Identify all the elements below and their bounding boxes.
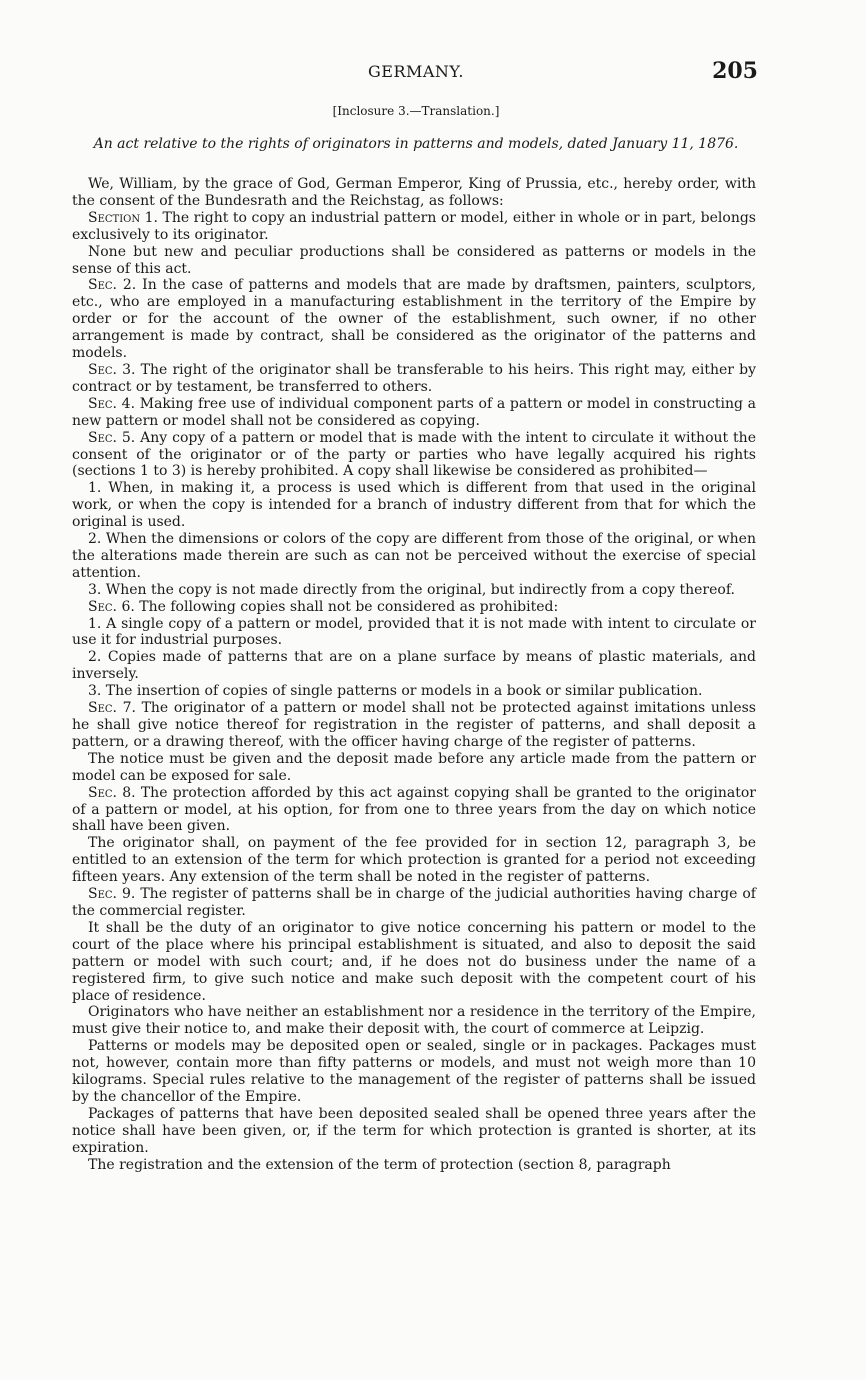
- paragraph: [72, 599, 756, 616]
- paragraph-text: In the case of patterns and models that are made by draftsmen, painters, sculptors, etc., who are employed in a manufacturing establishment in the territory of the Empire by order or for the account of the owner of the establishment, such owner, if no other arrangement is made by contract, shall be considered as the originator of the patterns and models.: [72, 277, 756, 362]
- paragraph: [72, 1004, 756, 1038]
- paragraph: [72, 1038, 756, 1106]
- paragraph-text: It shall be the duty of an originator to give notice concerning his pattern or model to the court of the place where his principal establishment is situated, and also to deposit the said pattern or model with such court; and, if he does not do business under the name of a registered firm, to give such notice and make such deposit with the competent court of his place of residence.: [72, 919, 756, 1004]
- paragraph: [72, 785, 756, 836]
- paragraph: [72, 480, 756, 531]
- paragraph-text: None but new and peculiar productions shall be considered as patterns or models in the sense of this act.: [72, 243, 756, 277]
- paragraph: [72, 210, 756, 244]
- paragraph: [72, 362, 756, 396]
- paragraph: [72, 886, 756, 920]
- section-lead: Sec. 9.: [88, 886, 136, 903]
- section-lead: Sec. 7.: [88, 700, 136, 717]
- section-lead: Sec. 3.: [88, 361, 136, 378]
- paragraph: [72, 649, 756, 683]
- paragraph-text: 3. The insertion of copies of single patterns or models in a book or similar publication.: [88, 683, 703, 700]
- section-lead: Sec. 8.: [88, 784, 136, 801]
- paragraph: [72, 582, 756, 599]
- paragraph: [72, 396, 756, 430]
- section-lead: Sec. 6.: [88, 598, 135, 615]
- paragraph: [72, 430, 756, 481]
- paragraph-text: The notice must be given and the deposit made before any article made from the pattern or model can be exposed for sale.: [72, 750, 756, 784]
- paragraph-text: 1. When, in making it, a process is used which is different from that used in the original work, or when the copy is intended for a branch of industry different from that for which the original is used.: [72, 480, 756, 531]
- paragraph-text: The register of patterns shall be in charge of the judicial authorities having charge of the commercial register.: [72, 886, 756, 919]
- paragraph-text: 1. A single copy of a pattern or model, provided that it is not made with intent to circulate or use it for industrial purposes.: [72, 615, 756, 649]
- paragraph-text: The originator shall, on payment of the fee provided for in section 12, paragraph 3, be entitled to an extension of the term for which protection is granted for a period not exceeding fifteen years. Any extension of the term shall be noted in the register of patterns.: [72, 835, 756, 886]
- section-lead: Sec. 2.: [88, 277, 137, 294]
- act-title: An act relative to the rights of originators in patterns and models, dated January 11, 1876.: [93, 136, 739, 152]
- paragraph-text: 2. Copies made of patterns that are on a plane surface by means of plastic materials, and inversely.: [72, 649, 756, 683]
- paragraph-text: The protection afforded by this act against copying shall be granted to the originator of a pattern or model, at his option, for from one to three years from the day on which notice shall have been given.: [72, 784, 756, 835]
- section-lead: Sec. 4.: [88, 395, 136, 412]
- paragraph: [72, 700, 756, 751]
- paragraph: [72, 176, 756, 210]
- paragraph: [72, 531, 756, 582]
- paragraph-text: The originator of a pattern or model shall not be protected against imitations unless he shall give notice thereof for registration in the register of patterns, and shall deposit a pattern, or a drawing thereof, with the officer having charge of the register of patterns.: [72, 700, 756, 750]
- paragraph: [72, 835, 756, 886]
- paragraph-text: Packages of patterns that have been deposited sealed shall be opened three years after the notice shall have been given, or, if the term for which protection is granted is shorter, at its expiration.: [72, 1105, 756, 1156]
- paragraph: [72, 751, 756, 785]
- inclosure-note: [Inclosure 3.—Translation.]: [332, 104, 500, 118]
- paragraph-text: The registration and the extension of the term of protection (section 8, paragraph: [88, 1156, 671, 1173]
- paragraph-text: 3. When the copy is not made directly from the original, but indirectly from a copy thereof.: [88, 581, 735, 598]
- paragraph-text: The right of the originator shall be transferable to his heirs. This right may, either by contract or by testament, be transferred to others.: [72, 361, 756, 395]
- running-head: GERMANY.: [367, 62, 465, 81]
- page-header: [72, 58, 760, 88]
- body-text: [72, 176, 756, 1173]
- paragraph: [72, 920, 756, 1005]
- paragraph: [72, 244, 756, 278]
- paragraph: [72, 1157, 756, 1174]
- page-number: 205: [712, 58, 758, 84]
- paragraph: [72, 277, 756, 362]
- paragraph-text: Patterns or models may be deposited open or sealed, single or in packages. Packages must not, however, contain more than fifty patterns or models, and must not weigh more than 10 kilograms. Special rules relative to the management of the register of patterns shall be issued by the chancellor of the Empire.: [72, 1038, 756, 1105]
- paragraph-text: The right to copy an industrial pattern or model, either in whole or in part, belongs exclusively to its originator.: [72, 209, 756, 243]
- paragraph-text: Originators who have neither an establishment nor a residence in the territory of the Empire, must give their notice to, and make their deposit with, the court of commerce at Leipzig.: [72, 1004, 756, 1038]
- paragraph-text: 2. When the dimensions or colors of the copy are different from those of the original, or when the alterations made therein are such as can not be perceived without the exercise of special attention.: [72, 531, 756, 581]
- paragraph-text: We, William, by the grace of God, German Emperor, King of Prussia, etc., hereby order, with the consent of the Bundesrath and the Reichstag, as follows:: [72, 176, 756, 209]
- paragraph-text: The following copies shall not be considered as prohibited:: [134, 598, 559, 615]
- section-lead: Sec. 5.: [88, 429, 136, 446]
- paragraph: [72, 616, 756, 650]
- section-lead: Section 1.: [88, 209, 158, 226]
- paragraph-text: Any copy of a pattern or model that is made with the intent to circulate it without the consent of the originator or of the party or parties who have legally acquired his rights (sections 1 to 3) is hereby prohibited. A copy shall likewise be considered as prohibited—: [72, 429, 756, 480]
- paragraph: [72, 1106, 756, 1157]
- paragraph: [72, 683, 756, 700]
- paragraph-text: Making free use of individual component parts of a pattern or model in constructing a new pattern or model shall not be considered as copying.: [72, 395, 756, 429]
